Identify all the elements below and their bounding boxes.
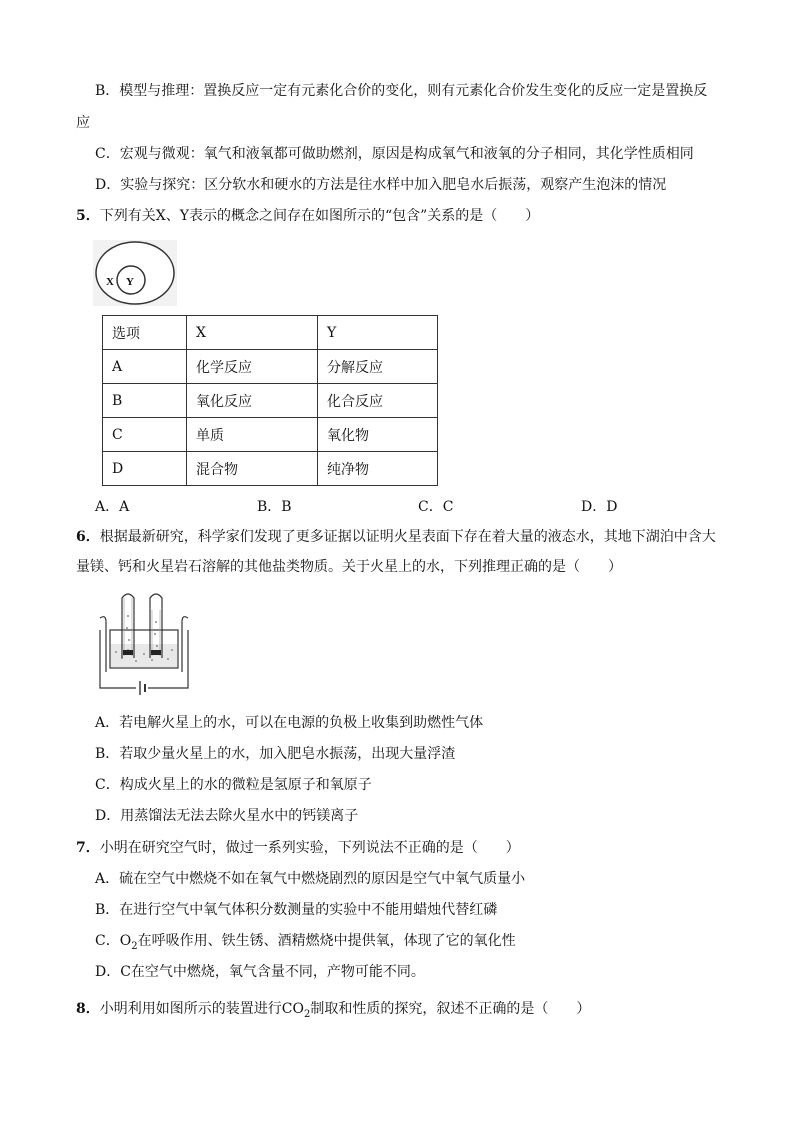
q4-option-b-line2: 应 — [76, 115, 90, 131]
q4-option-c: C．宏观与微观：氧气和液氧都可做助燃剂，原因是构成氧气和液氧的分子相同，其化学性质相同 — [95, 146, 694, 162]
q6-number: 6． — [76, 529, 100, 545]
q6-option-d: D．用蒸馏法无法去除火星水中的钙镁离子 — [95, 808, 359, 824]
q5-choice-c: C．C — [418, 499, 454, 515]
subscript-2: 2 — [131, 940, 138, 952]
label-x: X — [106, 276, 114, 288]
table-header-cell: 选项 — [103, 316, 187, 350]
q5-choice-a: A．A — [95, 499, 130, 515]
q7-stem — [76, 839, 520, 857]
table-cell: 混合物 — [187, 452, 318, 486]
q7-option-c-prefix: C．O — [95, 933, 132, 949]
electrode-right — [151, 650, 161, 655]
q5-stem-text: 下列有关X、Y表示的概念之间存在如图所示的“包含”关系的是（ ） — [99, 208, 540, 224]
q5-options-table — [102, 315, 438, 486]
table-cell: D — [103, 452, 187, 486]
subscript-2: 2 — [303, 1008, 311, 1020]
q7-option-a: A．硫在空气中燃烧不如在氧气中燃烧剧烈的原因是空气中氧气质量小 — [95, 871, 526, 887]
q5-choice-b: B．B — [257, 499, 292, 515]
table-row — [103, 350, 438, 384]
q4-option-b-line1: B．模型与推理：置换反应一定有元素化合价的变化，则有元素化合价发生变化的反应一定是置换反 — [95, 83, 708, 99]
table-row — [103, 452, 438, 486]
table-header-row — [103, 316, 438, 350]
q5-number: 5． — [76, 208, 100, 224]
q8-stem-rest: 制取和性质的探究，叙述不正确的是（ ） — [310, 1001, 591, 1017]
table-cell: 化学反应 — [187, 350, 318, 384]
electrode-left — [123, 650, 133, 655]
q6-stem-line1 — [76, 528, 716, 546]
q8-stem-prefix: 小明利用如图所示的装置进行CO — [99, 1001, 304, 1017]
table-row — [103, 384, 438, 418]
q6-option-c: C．构成火星上的水的微粒是氢原子和氧原子 — [95, 777, 372, 793]
table-cell: B — [103, 384, 187, 418]
q7-number: 7． — [76, 840, 100, 856]
q5-choice-d: D．D — [581, 499, 618, 515]
table-cell: A — [103, 350, 187, 384]
table-cell: 分解反应 — [318, 350, 438, 384]
q6-option-a: A．若电解火星上的水，可以在电源的负极上收集到助燃性气体 — [95, 715, 484, 731]
table-header-cell: X — [187, 316, 318, 350]
table-cell: 氧化物 — [318, 418, 438, 452]
table-cell: 单质 — [187, 418, 318, 452]
table-header-cell: Y — [318, 316, 438, 350]
label-y: Y — [126, 276, 134, 288]
q7-stem-text: 小明在研究空气时，做过一系列实验，下列说法不正确的是（ ） — [99, 840, 520, 856]
q5-stem — [76, 207, 539, 225]
q6-stem-text1: 根据最新研究，科学家们发现了更多证据以证明火星表面下存在着大量的液态水，其地下湖泊中含大 — [99, 529, 716, 545]
table-cell: 氧化反应 — [187, 384, 318, 418]
q4-option-d: D．实验与探究：区分软水和硬水的方法是往水样中加入肥皂水后振荡，观察产生泡沫的情况 — [95, 177, 667, 193]
table-cell: C — [103, 418, 187, 452]
q7-option-c-rest: 在呼吸作用、铁生锈、酒精燃烧中提供氧，体现了它的氧化性 — [137, 933, 516, 949]
table-cell: 化合反应 — [318, 384, 438, 418]
q7-option-b: B．在进行空气中氧气体积分数测量的实验中不能用蜡烛代替红磷 — [95, 902, 498, 918]
q7-option-d: D．C在空气中燃烧，氧气含量不同，产物可能不同。 — [95, 964, 425, 980]
q7-option-c — [95, 932, 516, 956]
q8-number: 8． — [76, 1001, 100, 1017]
table-cell: 纯净物 — [318, 452, 438, 486]
table-row — [103, 418, 438, 452]
venn-diagram — [93, 240, 177, 306]
q6-stem-line2: 量镁、钙和火星岩石溶解的其他盐类物质。关于火星上的水，下列推理正确的是（ ） — [76, 559, 622, 575]
q6-option-b: B．若取少量火星上的水，加入肥皂水振荡，出现大量浮渣 — [95, 746, 456, 762]
q8-stem — [76, 1000, 590, 1024]
electrolysis-apparatus-diagram — [96, 586, 192, 702]
